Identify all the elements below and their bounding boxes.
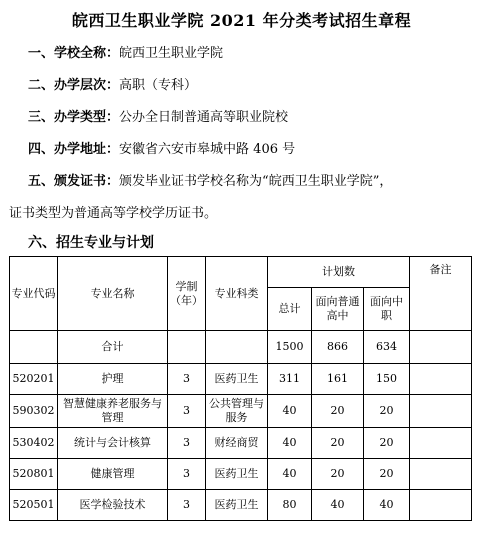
section-certificate: 五、颁发证书：颁发毕业证书学校名称为“皖西卫生职业学院”， [28, 174, 393, 189]
table-header-row [10, 257, 472, 288]
header-total: 总计 [268, 288, 312, 331]
cell-years [168, 331, 206, 364]
header-code: 专业代码 [10, 257, 58, 331]
section-label: 颁发证书 [54, 174, 107, 189]
cell-vocational: 20 [364, 459, 410, 490]
cell-years: 3 [168, 490, 206, 521]
table-row [10, 459, 472, 490]
header-note: 备注 [410, 257, 472, 331]
table-row [10, 428, 472, 459]
section-label: 办学层次 [54, 78, 107, 93]
cell-vocational: 634 [364, 331, 410, 364]
cell-total: 80 [268, 490, 312, 521]
section-address: 四、办学地址：安徽省六安市皋城中路 406 号 [28, 142, 296, 157]
header-high-school: 面向普通高中 [312, 288, 364, 331]
cell-note [410, 490, 472, 521]
section-number: 一、 [28, 46, 55, 61]
cell-code: 520501 [10, 490, 58, 521]
section-value: 安徽省六安市皋城中路 406 号 [119, 142, 296, 157]
certificate-continuation: 证书类型为普通高等学校学历证书。 [9, 206, 218, 221]
section-label: 学校全称 [54, 46, 107, 61]
cell-code: 520201 [10, 364, 58, 395]
cell-note [410, 428, 472, 459]
cell-category: 医药卫生 [206, 490, 268, 521]
cell-high-school: 161 [312, 364, 364, 395]
table-row [10, 364, 472, 395]
section-school-name: 一、学校全称：皖西卫生职业学院 [28, 46, 224, 61]
cell-high-school: 866 [312, 331, 364, 364]
plan-section-title: 六、招生专业与计划 [28, 235, 154, 251]
cell-vocational: 20 [364, 428, 410, 459]
cell-years: 3 [168, 395, 206, 428]
header-plan: 计划数 [268, 257, 410, 288]
cell-high-school: 20 [312, 459, 364, 490]
section-type: 三、办学类型：公办全日制普通高等职业院校 [28, 110, 289, 125]
cell-category [206, 331, 268, 364]
cell-total: 40 [268, 428, 312, 459]
section-value: 皖西卫生职业学院 [119, 46, 224, 61]
cell-name: 医学检验技术 [58, 490, 168, 521]
section-label: 办学类型 [54, 110, 107, 125]
header-name: 专业名称 [58, 257, 168, 331]
cell-name: 统计与会计核算 [58, 428, 168, 459]
cell-total: 1500 [268, 331, 312, 364]
table-row [10, 490, 472, 521]
section-value: 颁发毕业证书学校名称为“皖西卫生职业学院”， [119, 174, 393, 189]
cell-high-school: 40 [312, 490, 364, 521]
cell-name: 护理 [58, 364, 168, 395]
section-value: 高职（专科） [119, 78, 198, 93]
cell-category: 财经商贸 [206, 428, 268, 459]
cell-code [10, 331, 58, 364]
cell-name: 智慧健康养老服务与管理 [58, 395, 168, 428]
cell-years: 3 [168, 459, 206, 490]
header-years: 学制（年） [168, 257, 206, 331]
cell-note [410, 364, 472, 395]
cell-category: 公共管理与服务 [206, 395, 268, 428]
section-value: 公办全日制普通高等职业院校 [119, 110, 289, 125]
cell-years: 3 [168, 364, 206, 395]
cell-high-school: 20 [312, 428, 364, 459]
cell-vocational: 150 [364, 364, 410, 395]
cell-vocational: 20 [364, 395, 410, 428]
cell-note [410, 459, 472, 490]
section-label: 办学地址 [54, 142, 107, 157]
cell-code: 590302 [10, 395, 58, 428]
cell-total: 40 [268, 395, 312, 428]
section-number: 五、 [28, 174, 55, 189]
cell-category: 医药卫生 [206, 459, 268, 490]
cell-vocational: 40 [364, 490, 410, 521]
enrollment-plan-table [9, 256, 472, 521]
cell-category: 医药卫生 [206, 364, 268, 395]
section-number: 三、 [28, 110, 55, 125]
section-number: 四、 [28, 142, 55, 157]
cell-note [410, 331, 472, 364]
header-category: 专业科类 [206, 257, 268, 331]
cell-total-label: 合计 [58, 331, 168, 364]
cell-high-school: 20 [312, 395, 364, 428]
cell-total: 311 [268, 364, 312, 395]
table-row [10, 395, 472, 428]
cell-code: 520801 [10, 459, 58, 490]
table-total-row [10, 331, 472, 364]
cell-name: 健康管理 [58, 459, 168, 490]
document-title: 皖西卫生职业学院 2021 年分类考试招生章程 [71, 11, 412, 30]
cell-years: 3 [168, 428, 206, 459]
section-number: 二、 [28, 78, 55, 93]
cell-total: 40 [268, 459, 312, 490]
header-vocational: 面向中职 [364, 288, 410, 331]
section-level: 二、办学层次：高职（专科） [28, 78, 198, 93]
cell-note [410, 395, 472, 428]
cell-code: 530402 [10, 428, 58, 459]
